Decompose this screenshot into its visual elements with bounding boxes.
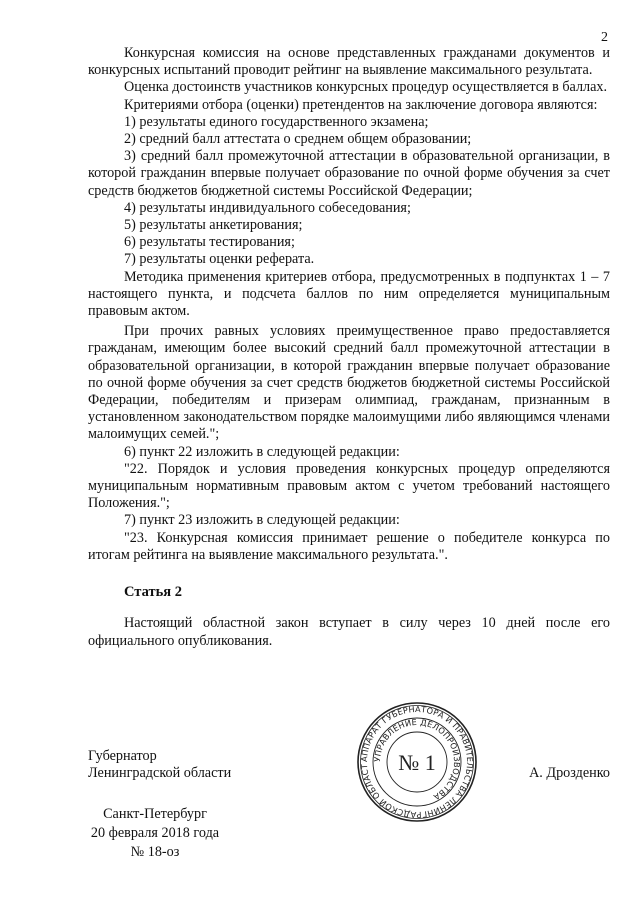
page-number: 2 — [601, 30, 608, 45]
criteria-item-3: 3) средний балл промежуточной аттестации в образовательной организации, в которой гражданин впервые получает образование по очной форме обучения за счет средств бюджетов бюджетной системы Российской Федерации; — [88, 148, 610, 199]
criteria-item-2: 2) средний балл аттестата о среднем общем образовании; — [124, 131, 472, 148]
paragraph-criteria-intro: Критериями отбора (оценки) претендентов на заключение договора являются: — [124, 96, 598, 113]
signatory-title-line-1: Губернатор — [88, 748, 157, 764]
place-city: Санкт-Петербург — [103, 806, 207, 822]
paragraph-commission-rating: Конкурсная комиссия на основе представленных гражданами документов и конкурсных испытаний проводит рейтинг на выявление максимального результата. — [88, 45, 610, 79]
paragraph-methodology: Методика применения критериев отбора, предусмотренных в подпунктах 1 – 7 настоящего пункта, и подсчета баллов по ним определяется муниципальным правовым актом. — [88, 268, 610, 320]
law-number: № 18-оз — [130, 844, 180, 860]
article-2-text: Настоящий областной закон вступает в силу через 10 дней после его официального опубликования. — [88, 615, 610, 649]
seal-number: № 1 — [398, 750, 436, 775]
criteria-item-5: 5) результаты анкетирования; — [124, 217, 303, 234]
article-2-heading: Статья 2 — [124, 584, 182, 601]
criteria-item-4: 4) результаты индивидуального собеседования; — [124, 199, 411, 216]
paragraph-preferential-right: При прочих равных условиях преимущественное право предоставляется гражданам, имеющим более высокий средний балл промежуточной аттестации в образовательной организации, в которой гражданин впервые получает образование по очной форме обучения за счет средств бюджетов бюджетной системы Российской Федерации, победителям и призерам олимпиад, гражданам, признанным в установленном законодательством порядке малоимущими либо являющимся членами малоимущих семей."; — [88, 323, 610, 443]
document-body — [88, 45, 610, 650]
amendment-item-6: 6) пункт 22 изложить в следующей редакции: — [124, 443, 400, 460]
seal-inner-text: УПРАВЛЕНИЕ ДЕЛОПРОИЗВОДСТВА — [371, 716, 463, 803]
place-date-block — [80, 805, 230, 862]
criteria-item-6: 6) результаты тестирования; — [124, 234, 295, 251]
signatory-title-line-2: Ленинградской области — [88, 765, 232, 782]
criteria-item-7: 7) результаты оценки реферата. — [124, 251, 315, 268]
amendment-point-23: "23. Конкурсная комиссия принимает решение о победителе конкурса по итогам рейтинга на выявление максимального результата.". — [88, 529, 610, 563]
paragraph-evaluation-points: Оценка достоинств участников конкурсных процедур осуществляется в баллах. — [124, 79, 608, 96]
signatory-name: А. Дрозденко — [529, 765, 610, 781]
official-seal — [355, 700, 479, 824]
amendment-point-22: "22. Порядок и условия проведения конкурсных процедур определяются муниципальным нормативным правовым актом с учетом требований настоящего Положения."; — [88, 460, 610, 512]
seal-outer-text: АППАРАТ ГУБЕРНАТОРА И ПРАВИТЕЛЬСТВА ЛЕНИНГРАДСКОЙ ОБЛАСТ — [358, 703, 476, 821]
signing-date: 20 февраля 2018 года — [90, 825, 220, 841]
criteria-item-1: 1) результаты единого государственного экзамена; — [124, 113, 429, 130]
amendment-item-7: 7) пункт 23 изложить в следующей редакции: — [124, 512, 400, 529]
signatory-title — [88, 748, 231, 782]
